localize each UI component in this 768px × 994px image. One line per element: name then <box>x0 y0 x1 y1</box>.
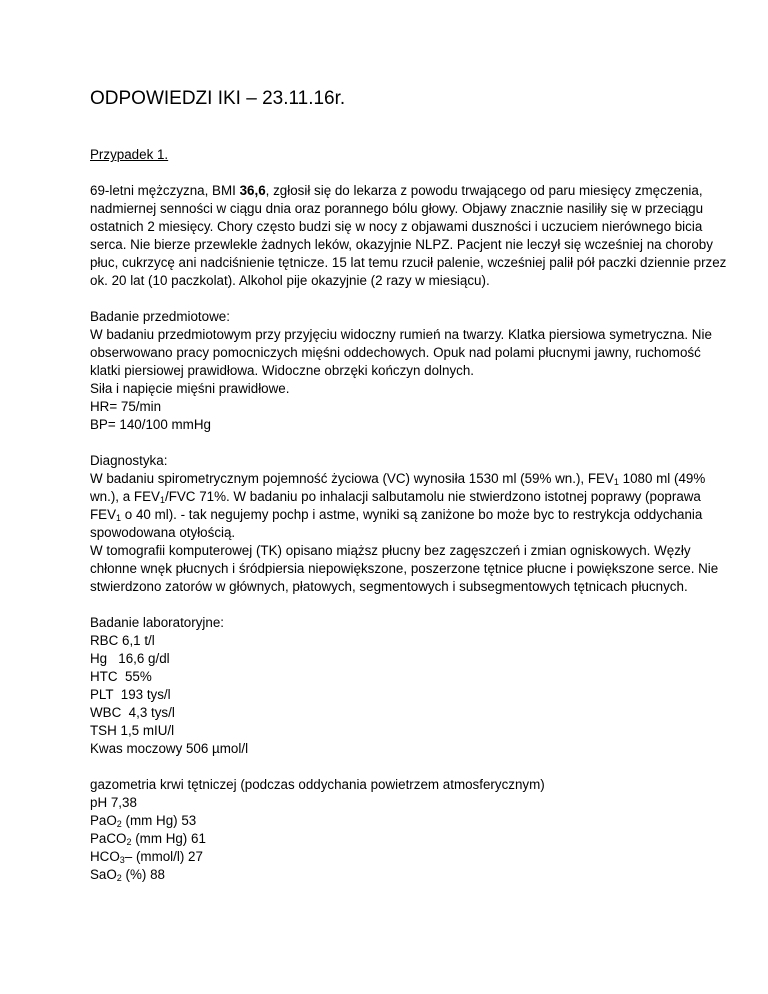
lab-item-rbc: RBC 6,1 t/l <box>90 633 155 648</box>
abg-paco2-value: (mm Hg) 61 <box>131 831 206 846</box>
document-title: ODPOWIEDZI IKI – 23.11.16r. <box>90 88 346 109</box>
abg-paco2-sub: 2 <box>126 837 132 847</box>
spiro-part-b: 1080 ml (49% wn.), a FEV <box>90 471 706 504</box>
physical-exam-text: W badaniu przedmiotowym przy przyjęciu widoczny rumień na twarzy. Klatka piersiowa symetryczna. Nie obserwowano pracy pomocniczych mięśni oddechowych. Opuk nad polami płucnymi jawny, ruchomość klatki piersiowej prawidłowa. Widoczne obrzęki kończyn dolnych. <box>90 327 712 378</box>
blood-pressure: BP= 140/100 mmHg <box>90 417 211 432</box>
abg-hco3-label: HCO <box>90 849 120 864</box>
spiro-part-a: W badaniu spirometrycznym pojemność życiowa (VC) wynosiła 1530 ml (59% wn.), FEV <box>90 471 614 486</box>
fev1-subscript: 1 <box>116 513 122 523</box>
intro-text-start: 69-letni mężczyzna, BMI <box>90 183 240 198</box>
abg-hco3 <box>90 848 730 866</box>
abg-sao2 <box>90 866 730 884</box>
abg-sao2-value: (%) 88 <box>121 867 165 882</box>
spiro-part-d: o 40 ml). - tak negujemy pochp i astme, wyniki są zaniżone bo może byc to restrykcja oddychania spowodowana otyłością. <box>90 507 703 540</box>
abg-paco2-label: PaCO <box>90 831 127 846</box>
abg-paco2 <box>90 830 730 848</box>
intro-text-rest: , zgłosił się do lekarza z powodu trwającego od paru miesięcy zmęczenia, nadmiernej senności w ciągu dnia oraz porannego bólu głowy. Objawy znacznie nasiliły się w przeciągu ostatnich 2 miesięcy. Chory często budzi się w nocy z objawami duszności i uczuciem nierównego bicia serca. Nie bierze przewlekle żadnych leków, okazyjnie NLPZ. Pacjent nie leczył się wcześniej na choroby płuc, cukrzycę ani nadciśnienie tętnicze. 15 lat temu rzucił palenie, wcześniej palił pół paczki dziennie przez ok. 20 lat (10 paczkolat). Alkohol pije okazyjnie (2 razy w miesiącu). <box>90 183 727 288</box>
spirometry-text <box>90 470 730 542</box>
lab-item-plt: PLT 193 tys/l <box>90 687 171 702</box>
case-intro <box>90 182 730 290</box>
abg-sao2-label: SaO <box>90 867 117 882</box>
spiro-part-c: /FVC 71%. W badaniu po inhalacji salbutamolu nie stwierdzono istotnej poprawy (poprawa FEV <box>90 489 701 522</box>
muscles-text: Siła i napięcie mięśni prawidłowe. <box>90 381 290 396</box>
bmi-value: 36,6 <box>239 183 266 198</box>
heart-rate: HR= 75/min <box>90 399 162 414</box>
lab-item-uric-acid: Kwas moczowy 506 µmol/l <box>90 741 249 756</box>
abg-pao2-value: (mm Hg) 53 <box>121 813 197 828</box>
abg-ph: pH 7,38 <box>90 795 137 810</box>
fev1-subscript: 1 <box>159 495 165 505</box>
abg-hco3-sub: 3 <box>119 855 125 865</box>
abg-sao2-sub: 2 <box>116 873 122 883</box>
abg-hco3-value: – (mmol/l) 27 <box>124 849 203 864</box>
diagnostics-heading: Diagnostyka: <box>90 453 168 468</box>
lab-item-wbc: WBC 4,3 tys/l <box>90 705 175 720</box>
lab-item-htc: HTC 55% <box>90 669 152 684</box>
abg-pao2-label: PaO <box>90 813 117 828</box>
physical-exam-heading: Badanie przedmiotowe: <box>90 309 230 324</box>
lab-heading: Badanie laboratoryjne: <box>90 615 224 630</box>
fev1-subscript: 1 <box>613 477 619 487</box>
ct-text: W tomografii komputerowej (TK) opisano miąższ płucny bez zagęszczeń i zmian ogniskowych. Węzły chłonne wnęk płucnych i śródpiersia niepowiększone, poszerzone tętnice płucne i powiększone serce. Nie stwierdzono zatorów w głównych, płatowych, segmentowych i subsegmentowych tętnicach płucnych. <box>90 543 719 594</box>
abg-pao2 <box>90 812 730 830</box>
document-body <box>90 146 730 884</box>
case-label: Przypadek 1. <box>90 147 169 162</box>
abg-heading: gazometria krwi tętniczej (podczas oddychania powietrzem atmosferycznym) <box>90 777 545 792</box>
lab-item-hg: Hg 16,6 g/dl <box>90 651 170 666</box>
lab-item-tsh: TSH 1,5 mIU/l <box>90 723 175 738</box>
abg-pao2-sub: 2 <box>116 819 122 829</box>
